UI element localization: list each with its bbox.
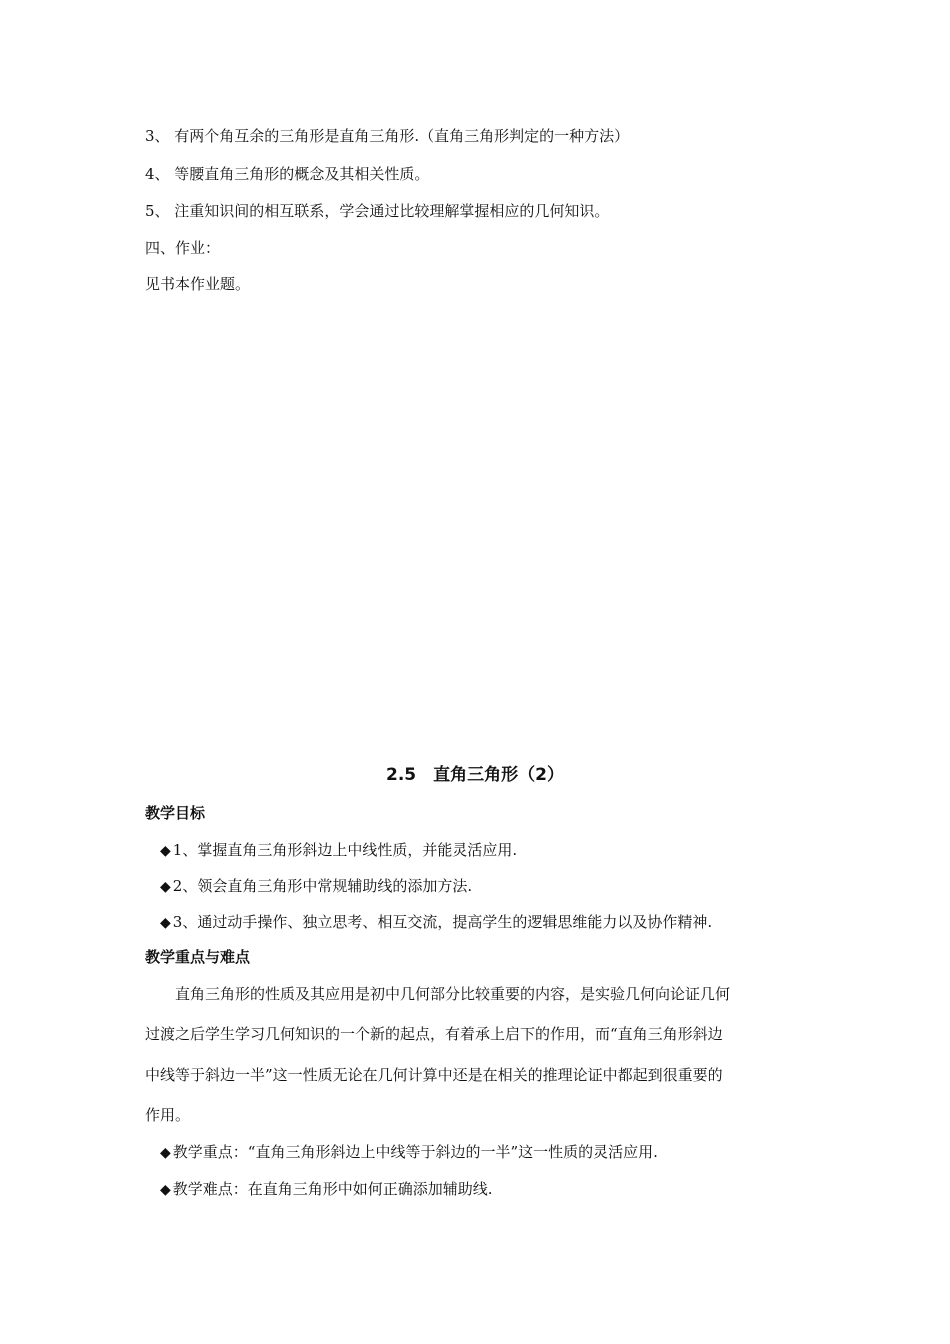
teaching-focus-text: 教学重点：“直角三角形斜边上中线等于斜边的一半”这一性质的灵活应用. [172,1143,658,1161]
lesson-title: 2.5 直角三角形（2） [386,765,564,785]
homework-heading: 四、作业： [145,239,221,257]
key-points-paragraph-line: 过渡之后学生学习几何知识的一个新的起点，有着承上启下的作用，而“直角三角形斜边 [145,1025,723,1043]
objective-item [160,912,712,933]
diamond-bullet-icon: ◆ [160,915,171,931]
objective-text: 2、领会直角三角形中常规辅助线的添加方法. [172,877,473,895]
homework-text: 见书本作业题。 [145,275,251,293]
summary-item-3: 3、 有两个角互余的三角形是直角三角形.（直角三角形判定的一种方法） [145,127,630,145]
key-points-heading: 教学重点与难点 [145,948,251,966]
summary-item-4: 4、 等腰直角三角形的概念及其相关性质。 [145,165,430,183]
objective-item [160,876,472,897]
teaching-difficulty-text: 教学难点：在直角三角形中如何正确添加辅助线. [172,1180,493,1198]
objective-text: 1、掌握直角三角形斜边上中线性质，并能灵活应用. [172,841,518,859]
key-points-paragraph-line: 作用。 [145,1106,191,1124]
teaching-difficulty [160,1179,493,1200]
diamond-bullet-icon: ◆ [160,843,171,859]
objectives-heading: 教学目标 [145,804,206,822]
teaching-focus [160,1142,658,1163]
diamond-bullet-icon: ◆ [160,1182,171,1198]
diamond-bullet-icon: ◆ [160,1145,171,1161]
summary-item-5: 5、 注重知识间的相互联系，学会通过比较理解掌握相应的几何知识。 [145,202,610,220]
diamond-bullet-icon: ◆ [160,879,171,895]
key-points-paragraph-line: 直角三角形的性质及其应用是初中几何部分比较重要的内容，是实验几何向论证几何 [175,985,731,1003]
objective-text: 3、通过动手操作、独立思考、相互交流，提高学生的逻辑思维能力以及协作精神. [172,913,713,931]
objective-item [160,840,517,861]
key-points-paragraph-line: 中线等于斜边一半”这一性质无论在几何计算中还是在相关的推理论证中都起到很重要的 [145,1066,723,1084]
